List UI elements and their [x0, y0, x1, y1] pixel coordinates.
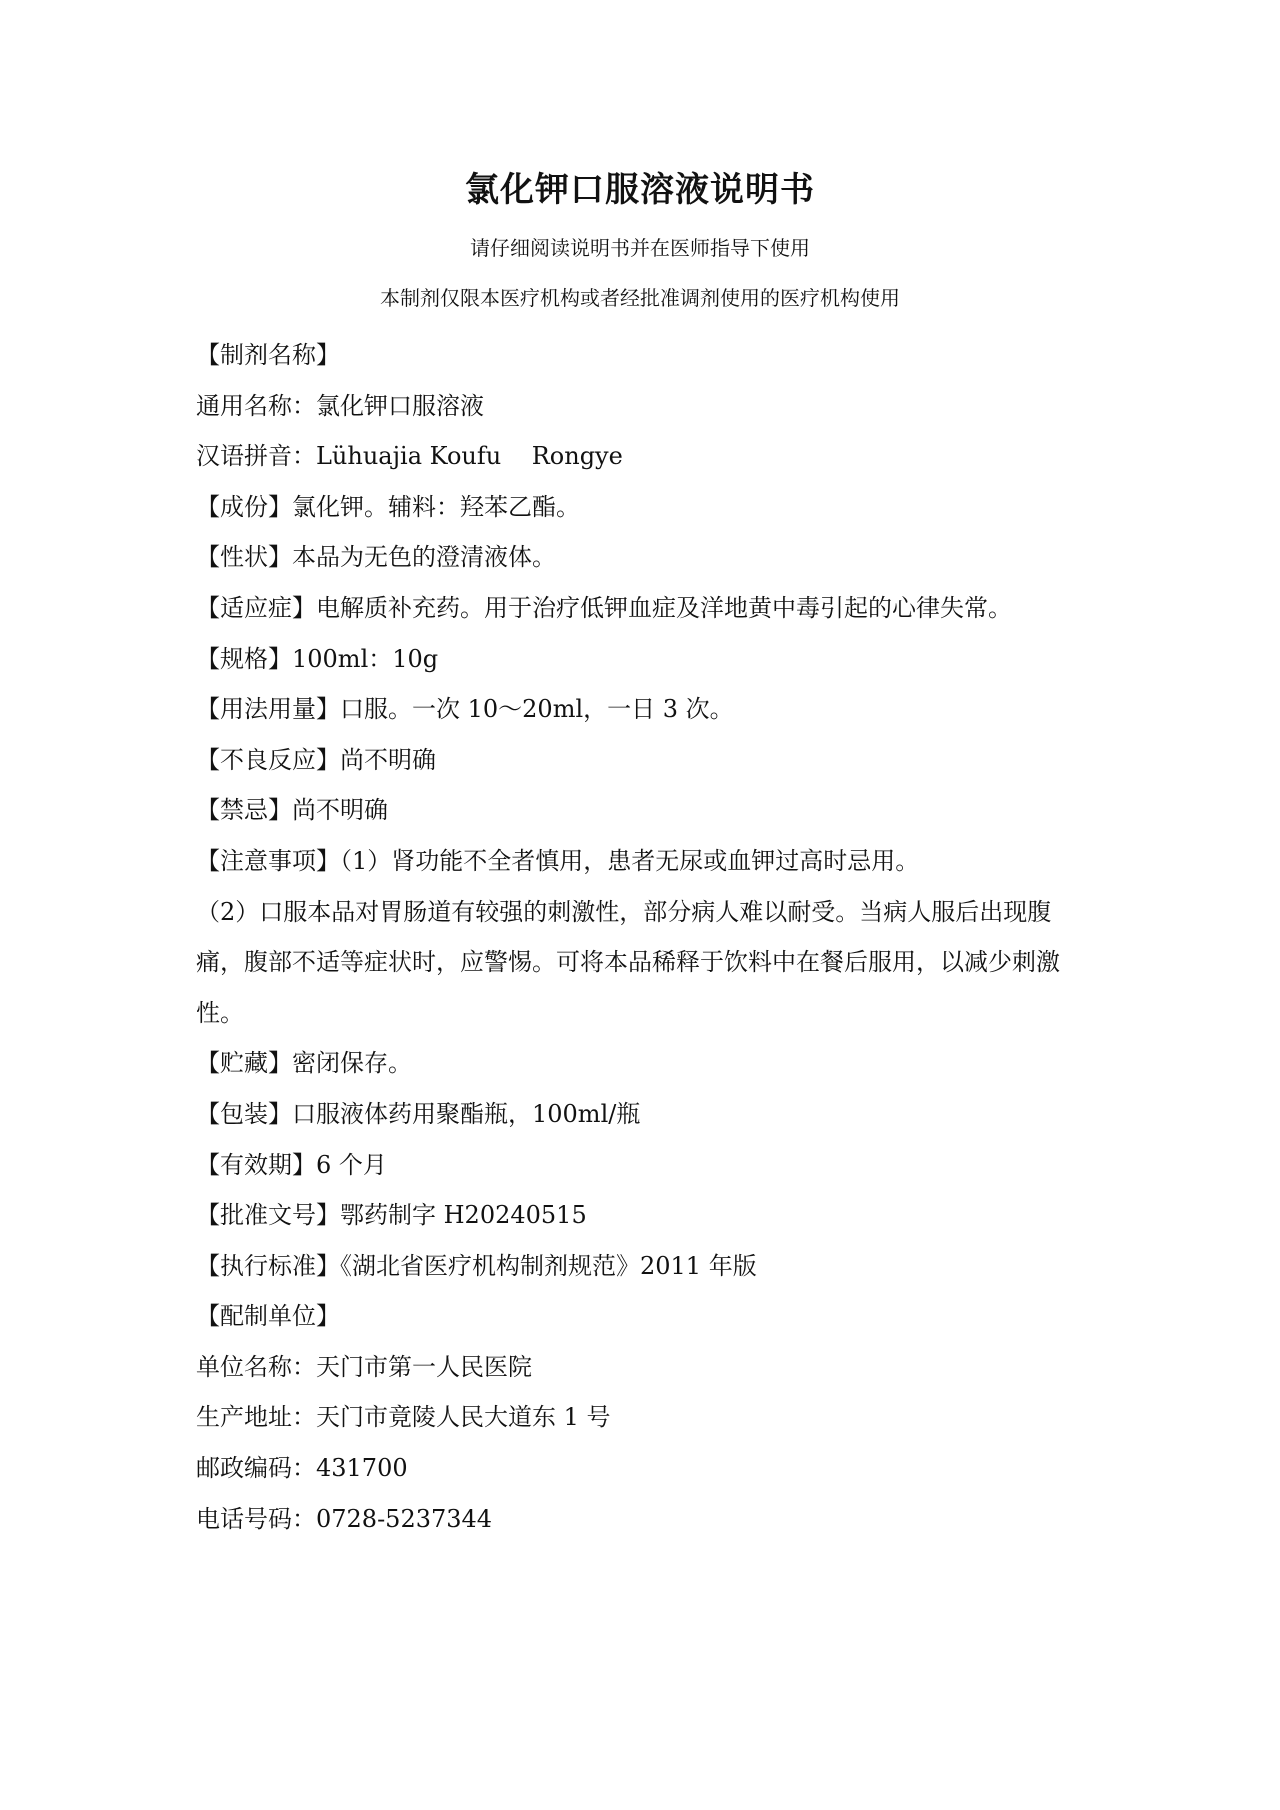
section-dosage: 【用法用量】口服。一次 10～20ml，一日 3 次。: [196, 695, 734, 724]
unit-name: 单位名称：天门市第一人民医院: [196, 1352, 532, 1381]
section-name-heading: 【制剂名称】: [196, 341, 340, 369]
institution-notice: 本制剂仅限本医疗机构或者经批准调剂使用的医疗机构使用: [380, 286, 900, 310]
document-body: [196, 330, 1096, 1544]
production-address: 生产地址：天门市竟陵人民大道东 1 号: [196, 1403, 611, 1432]
pinyin-name: 汉语拼音：Lühuajia Koufu Rongye: [196, 442, 623, 471]
section-approval-number: 【批准文号】鄂药制字 H20240515: [196, 1201, 587, 1230]
postal-code: 邮政编码：431700: [196, 1454, 408, 1483]
phone-number: 电话号码：0728-5237344: [196, 1504, 493, 1533]
section-adverse-reactions: 【不良反应】尚不明确: [196, 745, 436, 774]
usage-notice: 请仔细阅读说明书并在医师指导下使用: [470, 236, 810, 260]
section-composition: 【成份】氯化钾。辅料：羟苯乙酯。: [196, 492, 580, 521]
section-description: 【性状】本品为无色的澄清液体。: [196, 543, 556, 572]
generic-name: 通用名称：氯化钾口服溶液: [196, 391, 484, 420]
section-precautions-1: 【注意事项】（1）肾功能不全者慎用，患者无尿或血钾过高时忌用。: [196, 846, 920, 875]
section-standard: 【执行标准】《湖北省医疗机构制剂规范》2011 年版: [196, 1251, 757, 1280]
section-package: 【包装】口服液体药用聚酯瓶，100ml/瓶: [196, 1099, 641, 1128]
section-manufacturer-heading: 【配制单位】: [196, 1302, 340, 1331]
document-title: 氯化钾口服溶液说明书: [465, 170, 815, 210]
section-contraindications: 【禁忌】尚不明确: [196, 796, 388, 825]
section-specification: 【规格】100ml：10g: [196, 644, 439, 673]
section-validity: 【有效期】6 个月: [196, 1150, 387, 1179]
section-storage: 【贮藏】密闭保存。: [196, 1049, 412, 1078]
section-precautions-2: （2）口服本品对胃肠道有较强的刺激性，部分病人难以耐受。当病人服后出现腹痛，腹部不适等症状时，应警惕。可将本品稀释于饮料中在餐后服用，以减少刺激性。: [196, 897, 1060, 1027]
section-indications: 【适应症】电解质补充药。用于治疗低钾血症及洋地黄中毒引起的心律失常。: [196, 593, 1012, 622]
